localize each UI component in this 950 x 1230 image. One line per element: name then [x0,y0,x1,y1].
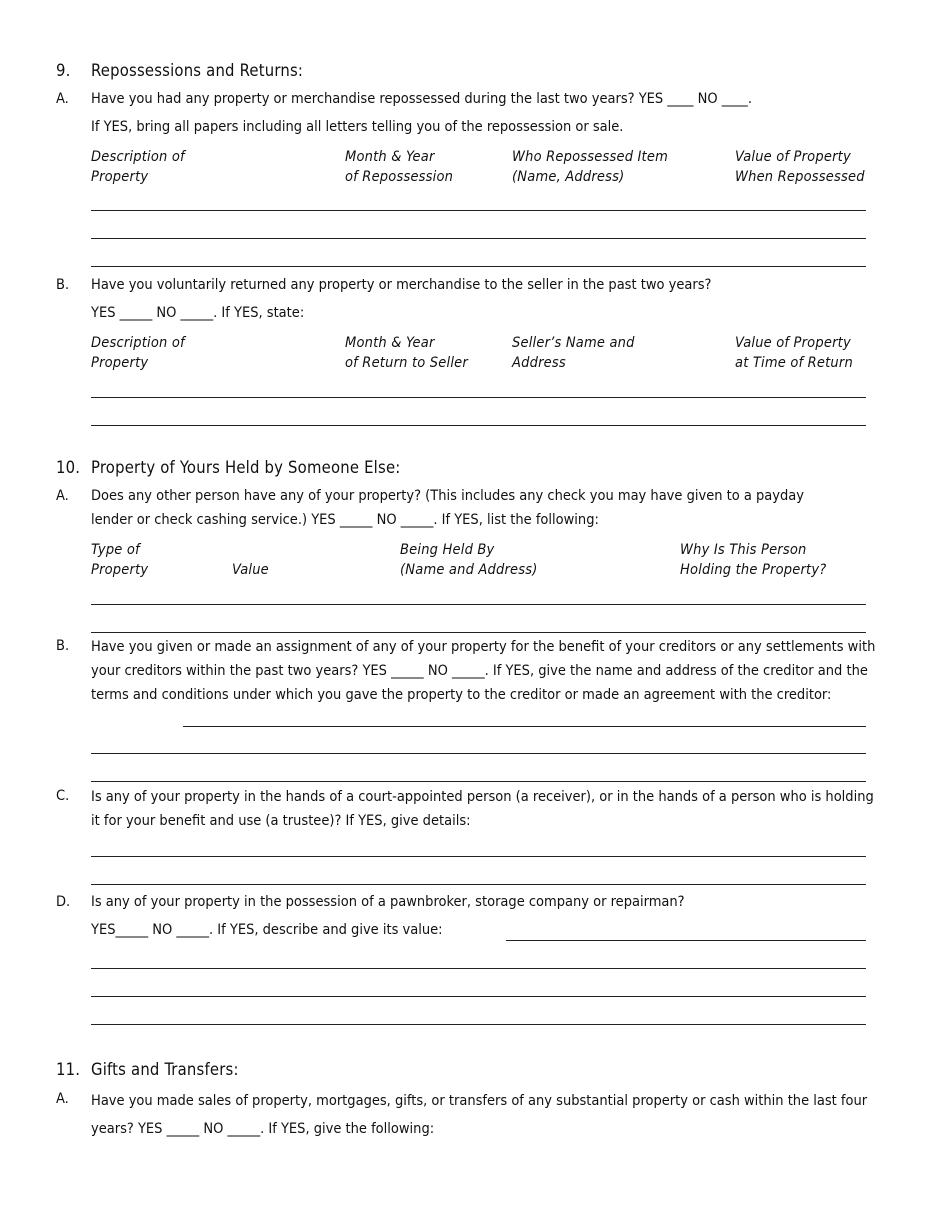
question-9a-text: Have you had any property or merchandise repossessed during the last two years? YES ____ NO ____. [91,91,752,107]
question-10b-letter: B. [56,638,70,654]
section-11-title: Gifts and Transfers: [91,1060,239,1079]
question-10a-text-line1: Does any other person have any of your property? (This includes any check you may have given to a payday [91,488,804,504]
answer-line[interactable] [91,266,866,267]
question-9a-note: If YES, bring all papers including all letters telling you of the repossession or sale. [91,119,624,135]
col-value-when-repossessed: Value of Property When Repossessed [735,149,865,185]
section-9-title: Repossessions and Returns: [91,61,304,80]
col-month-year-return: Month & Year of Return to Seller [345,335,468,371]
question-9b-letter: B. [56,277,70,293]
question-9a-letter: A. [56,91,69,107]
col-seller-name-address: Seller’s Name and Address [512,335,635,371]
col-why-holding: Why Is This Person Holding the Property? [680,542,827,578]
answer-line[interactable] [91,996,866,997]
col-month-year-repossession: Month & Year of Repossession [345,149,454,185]
question-10a-text-line2: lender or check cashing service.) YES _____ NO _____. If YES, list the following: [91,512,599,528]
answer-line[interactable] [91,1024,866,1025]
answer-line[interactable] [91,238,866,239]
section-11-number: 11. [56,1060,81,1079]
question-10c-text: Is any of your property in the hands of a court-appointed person (a receiver), or in the hands of a person who is holding it for your benefit and use (a trustee)? If YES, give details: [91,789,874,829]
answer-line[interactable] [91,210,866,211]
question-10b-text: Have you given or made an assignment of any of your property for the benefit of your creditors or any settlements with your creditors within the past two years? YES _____ NO _____. If YES, give the name and address of the creditor and the terms and conditions under which you gave the property to the creditor or made an agreement with the creditor: [91,639,876,703]
question-9b-yes-no: YES _____ NO _____. If YES, state: [91,305,305,321]
col-who-repossessed: Who Repossessed Item (Name, Address) [512,149,669,185]
question-9b-text: Have you voluntarily returned any property or merchandise to the seller in the past two years? [91,277,712,293]
question-10d-letter: D. [56,894,71,910]
col-type-of-property: Type of Property [91,542,149,578]
section-10-title: Property of Yours Held by Someone Else: [91,458,401,477]
question-10d-yes-no: YES_____ NO _____. If YES, describe and give its value: [91,922,443,938]
col-being-held-by: Being Held By (Name and Address) [400,542,538,578]
col-value-at-return: Value of Property at Time of Return [735,335,853,371]
col-description-of-property: Description of Property [91,335,185,371]
answer-line[interactable] [91,753,866,754]
col-value: Value [232,562,269,578]
answer-line[interactable] [91,425,866,426]
answer-line[interactable] [91,781,866,782]
answer-line[interactable] [183,726,866,727]
answer-line[interactable] [91,604,866,605]
question-10a-letter: A. [56,488,69,504]
answer-line[interactable] [91,856,866,857]
answer-line[interactable] [91,884,866,885]
section-10-number: 10. [56,458,81,477]
answer-line[interactable] [91,632,866,633]
question-11a-text: Have you made sales of property, mortgages, gifts, or transfers of any substantial property or cash within the last four years? YES _____ NO _____. If YES, give the following: [91,1093,868,1137]
answer-line[interactable] [91,397,866,398]
col-description-of-property: Description of Property [91,149,185,185]
question-11a-letter: A. [56,1091,69,1107]
question-10c-letter: C. [56,788,70,804]
section-9-number: 9. [56,61,71,80]
answer-line[interactable] [91,968,866,969]
answer-line[interactable] [506,940,866,941]
question-10d-text: Is any of your property in the possession of a pawnbroker, storage company or repairman? [91,894,685,910]
